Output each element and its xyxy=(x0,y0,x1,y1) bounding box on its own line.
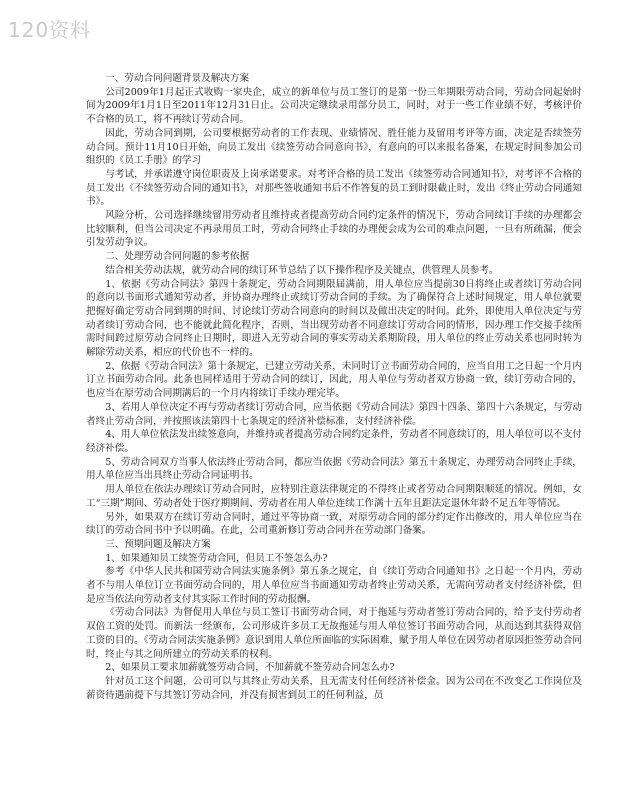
body-paragraph: 公司2009年1月起正式收购一家央企，成立的新单位与员工签订的是第一份三年期限劳动合同，劳动合同起始时间为2009年1月1日至2011年12月31日止。公司决定继续录用部分员工，同时，对于一些工作业绩不好，考核评价不合格的员工，将不再续订劳动合同。 xyxy=(86,86,582,126)
body-paragraph: 1、依据《劳动合同法》第四十条规定，劳动合同期限届满前，用人单位应当提前30日将终止或者续订劳动合同的意向以书面形式通知劳动者，并协商办理终止或续订劳动合同的手续。为了确保符合上述时间规定，用人单位就要把握好确定劳动合同到期的时间、讨论续订劳动合同意向的时间以及做出决定的时间。此外，即使用人单位决定与劳动者续订劳动合同，也不能就此简化程序，否则，当出现劳动者不同意续订劳动合同的情形，因办理工作交接手续所需时间跨过原劳动合同终止日期时，即进入无劳动合同的事实劳动关系期阶段，用人单位的终止劳动关系也同时转为解除劳动关系，相应的代价也不一样的。 xyxy=(86,278,582,359)
section-heading: 三、预期问题及解决方案 xyxy=(105,538,211,550)
body-paragraph: 与考试，并承诺遵守岗位职责及上岗承诺要求。对考评合格的员工发出《续签劳动合同通知书》，对考评不合格的员工发出《不续签劳动合同的通知书》，对那些签收通知书后不作答复的员工到时限截止时，发出《终止劳动合同通知书》。 xyxy=(86,168,582,208)
body-paragraph: 5、劳动合同双方当事人依法终止劳动合同，都应当依据《劳动合同法》第五十条规定，办理劳动合同终止手续，用人单位应当出具终止劳动合同证明书。 xyxy=(86,456,582,482)
body-paragraph: 另外，如果双方在续订劳动合同时，通过平等协商一致，对原劳动合同的部分约定作出修改的，用人单位应当在续订的劳动合同书中予以明确。在此，公司重新修订劳动合同并在劳动部门备案。 xyxy=(86,511,582,537)
watermark-logo: 120资料 xyxy=(8,18,92,42)
body-paragraph: 用人单位在依法办理续订劳动合同时，应特别注意法律规定的不得终止或者劳动合同期限顺延的情况。例如，女工“三期”期间、劳动者处于医疗期期间、劳动者在用人单位连续工作满十五年且距法定退休年龄不足五年等情况。 xyxy=(86,484,582,509)
body-paragraph: 结合相关劳动法规，就劳动合同的续订环节总结了以下操作程序及关键点，供管理人员参考。 xyxy=(105,264,499,276)
body-paragraph: 因此，劳动合同到期，公司要根据劳动者的工作表现、业绩情况、胜任能力及留用考评等方面，决定是否续签劳动合同。预计11月10日开始，向员工发出《续签劳动合同意向书》，有意向的可以来报名备案，在规定时间参加公司组织的《员工手册》的学习 xyxy=(86,127,582,167)
body-paragraph: 1、如果通知员工续签劳动合同，但员工不签怎么办? xyxy=(105,552,328,564)
section-heading: 一、劳动合同问题背景及解决方案 xyxy=(105,73,250,84)
body-paragraph: 风险分析，公司选择继续留用劳动者且维持或者提高劳动合同约定条件的情况下，劳动合同续订手续的办理都会比较顺利，但当公司决定不再录用员工时，劳动合同终止手续的办理便会成为公司的难点问题，一旦有所疏漏，便会引发劳动争议。 xyxy=(86,210,582,249)
body-paragraph: 《劳动合同法》为督促用人单位与员工签订书面劳动合同，对于拖延与劳动者签订劳动合同的，给予支付劳动者双倍工资的处罚。而新法一经颁布，公司形成许多员工无故拖延与用人单位签订书面劳动合同，从而达到其获得双倍工资的目的。《劳动合同法实施条例》意识到用人单位所面临的实际困难，赋予用人单位在因劳动者原因拒签劳动合同时，终止与其之间所建立的劳动关系的权利。 xyxy=(86,607,582,660)
body-paragraph: 3、若用人单位决定不再与劳动者续订劳动合同，应当依据《劳动合同法》第四十四条、第四十六条规定，与劳动者终止劳动合同，并按照该法第四十七条规定的经济补偿标准，支付经济补偿。 xyxy=(86,401,582,427)
document-page xyxy=(86,72,582,792)
section-heading: 二、处理劳动合同问题的参考依据 xyxy=(105,251,250,263)
body-paragraph: 参考《中华人民共和国劳动合同法实施条例》第五条之规定，自《续订劳动合同通知书》之日起一个月内，劳动者不与用人单位订立书面劳动合同的，用人单位应当书面通知劳动者终止劳动关系，无需向劳动者支付经济补偿，但是应当依法向劳动者支付其实际工作时间的劳动报酬。 xyxy=(86,566,582,605)
body-paragraph: 2、如果员工要求加薪就签劳动合同，不加薪就不签劳动合同怎么办? xyxy=(105,662,395,674)
body-paragraph: 2、依据《劳动合同法》第十条规定，已建立劳动关系，未同时订立书面劳动合同的，应当自用工之日起一个月内订立书面劳动合同。此条也同样适用于劳动合同的续订，因此，用人单位与劳动者双方协商一致，续订劳动合同的，也应当在原劳动合同期满后的一个月内将续订手续办理完毕。 xyxy=(86,360,582,400)
body-paragraph: 针对员工这个问题，公司可以与其终止劳动关系，且无需支付任何经济补偿金。因为公司在不改变乙工作岗位及薪资待遇前提下与其签订劳动合同，并没有损害到员工的任何利益，员 xyxy=(86,675,582,701)
body-paragraph: 4、用人单位依法发出续签意向，并维持或者提高劳动合同约定条件，劳动者不同意续订的，用人单位可以不支付经济补偿。 xyxy=(86,429,582,454)
